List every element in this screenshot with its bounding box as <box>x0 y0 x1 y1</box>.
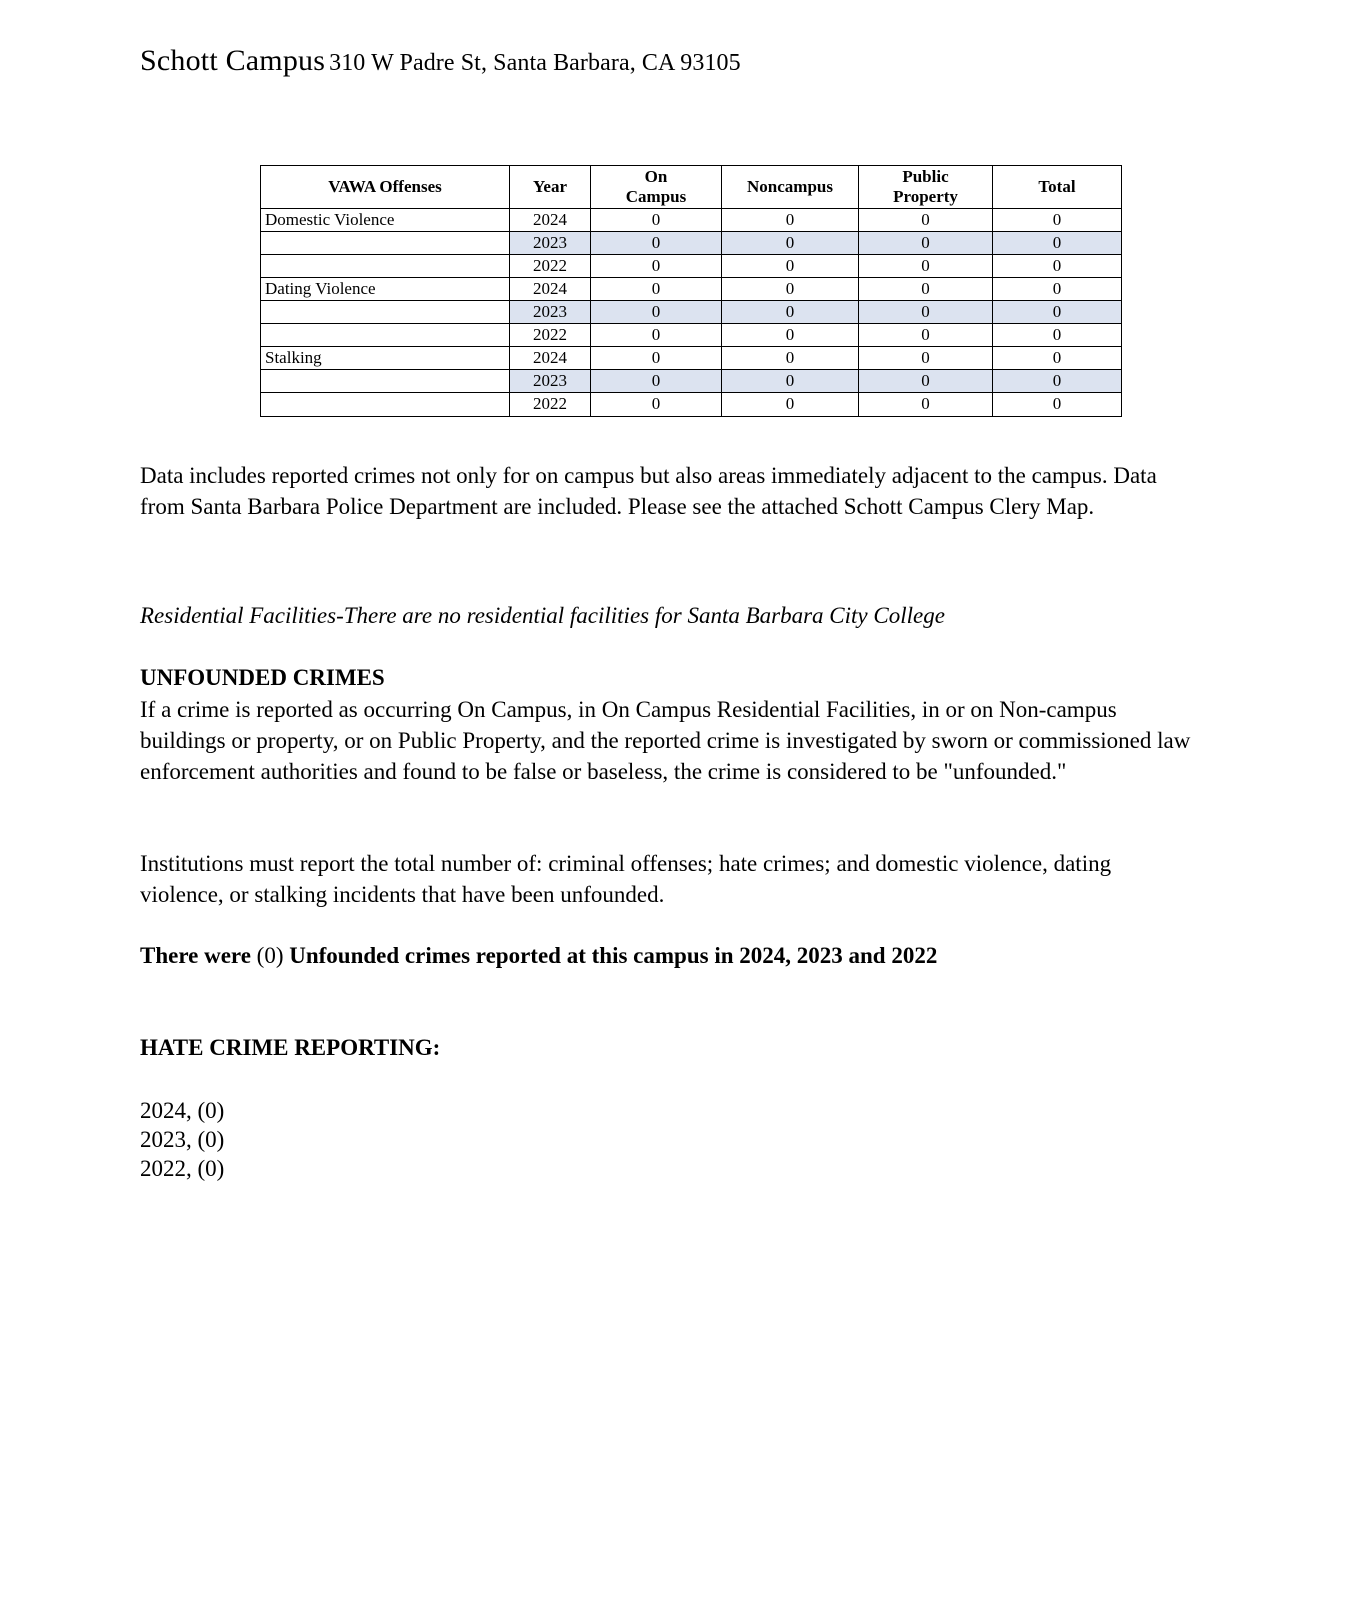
on-campus-cell: 0 <box>591 324 722 347</box>
unfounded-reporting-paragraph: Institutions must report the total number of: criminal offenses; hate crimes; and domestic violence, dating violence, or stalking incidents that have been unfounded. <box>140 851 1112 907</box>
on-campus-cell: 0 <box>591 209 722 232</box>
total-cell: 0 <box>993 347 1122 370</box>
unfounded-definition-paragraph: If a crime is reported as occurring On Campus, in On Campus Residential Facilities, in or on Non-campus buildings or property, or on Public Property, and the reported crime is investigated by sworn or commissioned law enforcement authorities and found to be false or baseless, the crime is considered to be "unfounded." <box>140 697 1191 784</box>
total-cell: 0 <box>993 209 1122 232</box>
page-title <box>140 44 741 78</box>
public-property-cell: 0 <box>859 301 993 324</box>
table-row <box>261 347 1122 370</box>
column-header-offense: VAWA Offenses <box>261 166 510 209</box>
offense-label-continuation <box>261 301 510 324</box>
offense-label-continuation <box>261 324 510 347</box>
noncampus-cell: 0 <box>722 209 859 232</box>
public-property-cell: 0 <box>859 278 993 301</box>
year-cell: 2024 <box>510 278 591 301</box>
unfounded-suffix: Unfounded crimes reported at this campus in 2024, 2023 and 2022 <box>283 943 938 968</box>
offense-label: Domestic Violence <box>261 209 510 232</box>
year-cell: 2024 <box>510 347 591 370</box>
column-header-total: Total <box>993 166 1122 209</box>
list-item: 2022, (0) <box>140 1156 225 1181</box>
offense-label-continuation <box>261 255 510 278</box>
noncampus-cell: 0 <box>722 370 859 393</box>
year-cell: 2022 <box>510 324 591 347</box>
public-property-cell: 0 <box>859 255 993 278</box>
table-row <box>261 324 1122 347</box>
total-cell: 0 <box>993 393 1122 416</box>
public-property-cell: 0 <box>859 324 993 347</box>
public-property-line1: Public <box>902 167 949 186</box>
column-header-year: Year <box>510 166 591 209</box>
offense-label-continuation <box>261 393 510 416</box>
noncampus-cell: 0 <box>722 324 859 347</box>
on-campus-cell: 0 <box>591 347 722 370</box>
noncampus-cell: 0 <box>722 232 859 255</box>
on-campus-cell: 0 <box>591 393 722 416</box>
year-cell: 2022 <box>510 393 591 416</box>
column-header-public-property <box>859 166 993 209</box>
on-campus-line2: Campus <box>625 187 687 207</box>
year-cell: 2022 <box>510 255 591 278</box>
hate-crime-reporting-heading: HATE CRIME REPORTING: <box>140 1035 441 1060</box>
table-row <box>261 232 1122 255</box>
noncampus-cell: 0 <box>722 393 859 416</box>
table-row <box>261 255 1122 278</box>
unfounded-count: (0) <box>256 943 284 968</box>
campus-name: Schott Campus <box>140 44 326 77</box>
offense-label: Stalking <box>261 347 510 370</box>
data-note-paragraph: Data includes reported crimes not only for on campus but also areas immediately adjacent to the campus. Data from Santa Barbara Police Department are included. Please see the attached Schott Campus Clery Map. <box>140 463 1157 519</box>
table-row <box>261 301 1122 324</box>
total-cell: 0 <box>993 255 1122 278</box>
year-cell: 2023 <box>510 232 591 255</box>
table-row <box>261 278 1122 301</box>
noncampus-cell: 0 <box>722 347 859 370</box>
public-property-cell: 0 <box>859 209 993 232</box>
table-row <box>261 370 1122 393</box>
unfounded-crimes-heading: UNFOUNDED CRIMES <box>140 665 385 690</box>
on-campus-cell: 0 <box>591 301 722 324</box>
list-item: 2023, (0) <box>140 1127 225 1152</box>
vawa-offenses-table <box>260 165 1076 417</box>
on-campus-cell: 0 <box>591 232 722 255</box>
total-cell: 0 <box>993 324 1122 347</box>
table-row <box>261 209 1122 232</box>
residential-facilities-note: Residential Facilities-There are no residential facilities for Santa Barbara City College <box>140 603 945 628</box>
offense-label-continuation <box>261 232 510 255</box>
unfounded-prefix: There were <box>140 943 257 968</box>
on-campus-cell: 0 <box>591 370 722 393</box>
on-campus-line1: On <box>644 167 668 186</box>
public-property-cell: 0 <box>859 370 993 393</box>
year-cell: 2023 <box>510 370 591 393</box>
offense-label: Dating Violence <box>261 278 510 301</box>
hate-crime-year-list <box>140 1096 1200 1183</box>
offense-label-continuation <box>261 370 510 393</box>
total-cell: 0 <box>993 278 1122 301</box>
year-cell: 2024 <box>510 209 591 232</box>
unfounded-count-statement <box>140 940 1200 971</box>
list-item: 2024, (0) <box>140 1098 225 1123</box>
on-campus-cell: 0 <box>591 255 722 278</box>
table-header-row <box>261 166 1122 209</box>
table-row <box>261 393 1122 416</box>
public-property-cell: 0 <box>859 347 993 370</box>
noncampus-cell: 0 <box>722 278 859 301</box>
public-property-cell: 0 <box>859 393 993 416</box>
column-header-noncampus: Noncampus <box>722 166 859 209</box>
year-cell: 2023 <box>510 301 591 324</box>
on-campus-cell: 0 <box>591 278 722 301</box>
column-header-on-campus <box>591 166 722 209</box>
campus-address: 310 W Padre St, Santa Barbara, CA 93105 <box>329 50 741 76</box>
noncampus-cell: 0 <box>722 301 859 324</box>
total-cell: 0 <box>993 370 1122 393</box>
public-property-cell: 0 <box>859 232 993 255</box>
total-cell: 0 <box>993 301 1122 324</box>
total-cell: 0 <box>993 232 1122 255</box>
public-property-line2: Property <box>893 187 958 207</box>
noncampus-cell: 0 <box>722 255 859 278</box>
